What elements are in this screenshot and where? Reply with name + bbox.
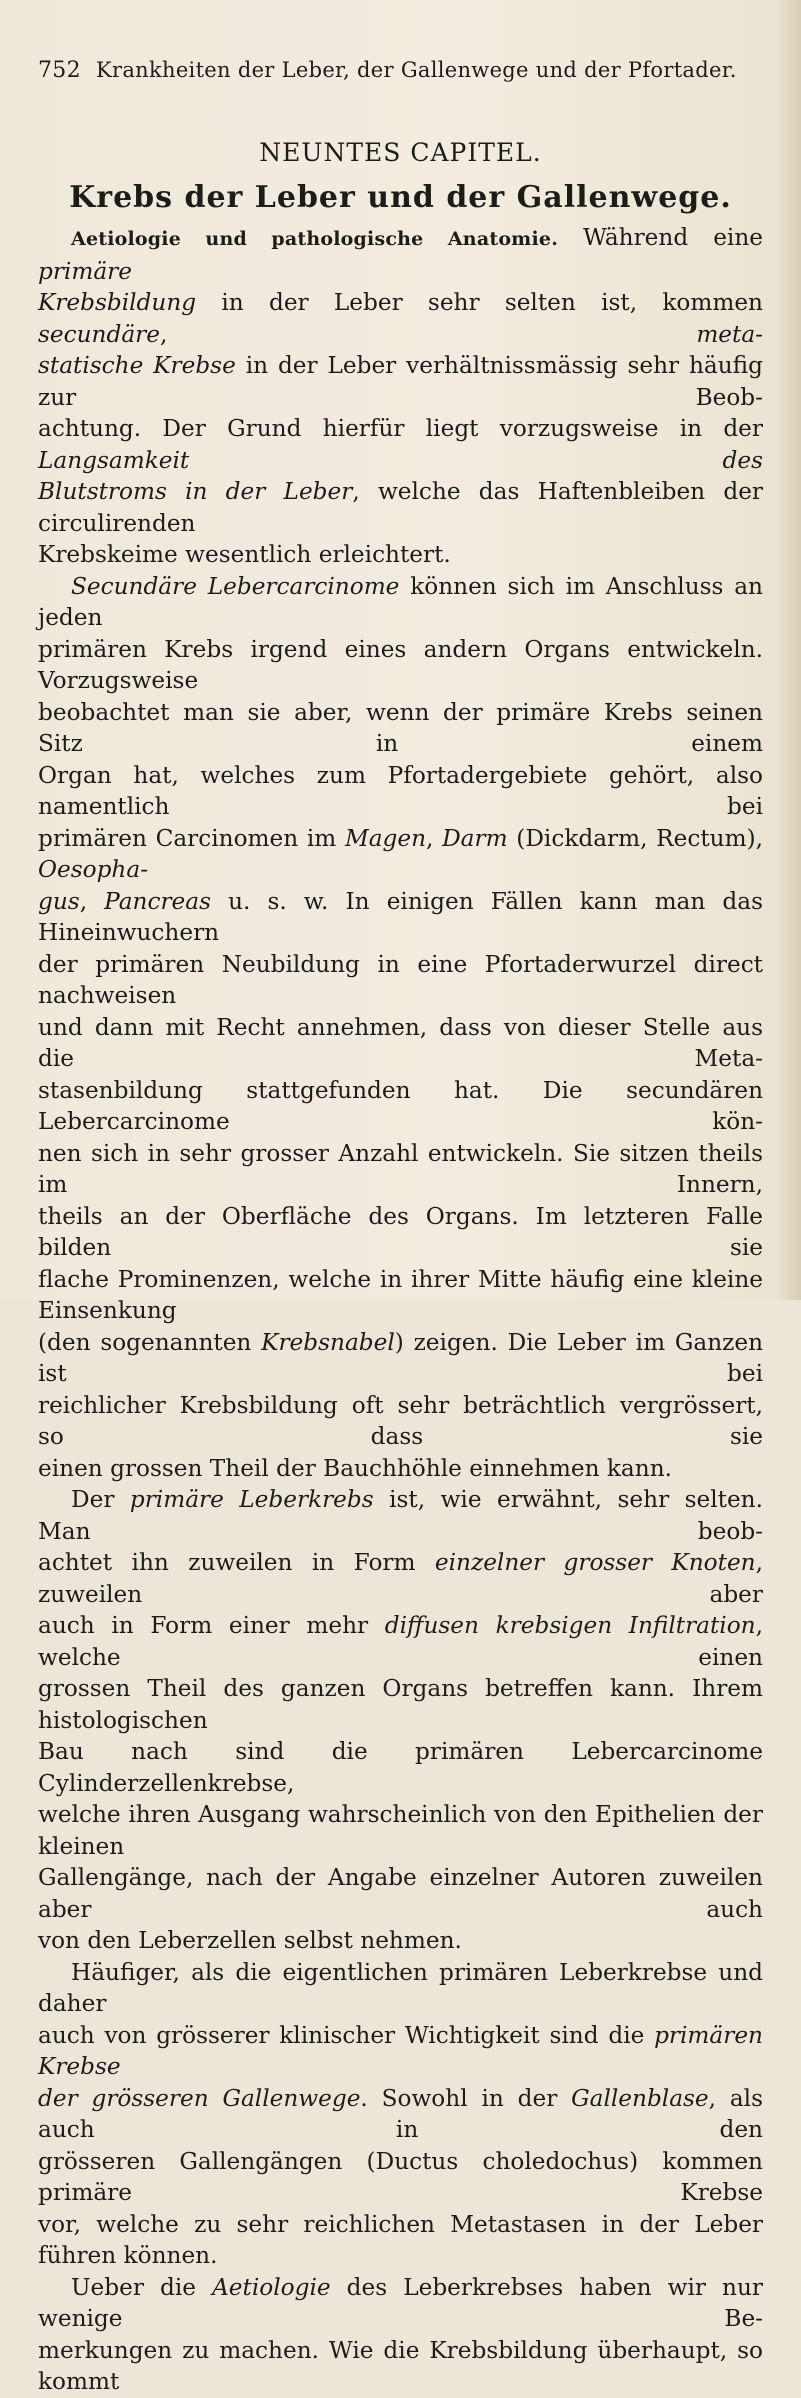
text-line: der primären Neubildung in eine Pfortaderwurzel direct nachweisen [38, 950, 763, 1009]
text-line: beobachtet man sie aber, wenn der primäre Krebs seinen Sitz in einem [38, 698, 763, 757]
text-line: Gallengänge, nach der Angabe einzelner Autoren zuweilen aber auch [38, 1864, 763, 1923]
text-line: welche ihren Ausgang wahrscheinlich von den Epithelien der kleinen [38, 1801, 763, 1860]
text-line: Häufiger, als die eigentlichen primären Leberkrebse und daher [38, 1958, 763, 2017]
text-line: achtet ihn zuweilen in Form einzelner grosser Knoten, zuweilen aber [38, 1549, 763, 1608]
chapter-heading: NEUNTES CAPITEL. [259, 138, 542, 167]
text-line: einen grossen Theil der Bauchhöhle einnehmen kann. [38, 1454, 672, 1482]
text-line: primären Carcinomen im Magen, Darm (Dickdarm, Rectum), Oesopha- [38, 824, 763, 883]
text-line: Aetiologie und pathologische Anatomie. Während eine primäre [38, 224, 763, 285]
text-line: achtung. Der Grund hierfür liegt vorzugsweise in der Langsamkeit des [38, 415, 763, 474]
text-line: primären Krebs irgend eines andern Organs entwickeln. Vorzugsweise [38, 635, 763, 694]
text-line: grösseren Gallengängen (Ductus choledochus) kommen primäre Krebse [38, 2147, 763, 2206]
text-line: statische Krebse in der Leber verhältnissmässig sehr häufig zur Beob- [38, 352, 763, 411]
text-line: reichlicher Krebsbildung oft sehr beträchtlich vergrössert, so dass sie [38, 1391, 763, 1450]
text-line: auch in Form einer mehr diffusen krebsigen Infiltration, welche einen [38, 1612, 763, 1671]
text-line: Blutstroms in der Leber, welche das Haftenbleiben der circulirenden [38, 478, 763, 537]
text-line: Krebskeime wesentlich erleichtert. [38, 541, 451, 568]
text-line: merkungen zu machen. Wie die Krebsbildung überhaupt, so kommt [38, 2336, 763, 2395]
text-line: Secundäre Lebercarcinome können sich im Anschluss an jeden [38, 572, 763, 631]
text-line: flache Prominenzen, welche in ihrer Mitte häufig eine kleine Einsenkung [38, 1265, 763, 1324]
text-line: vor, welche zu sehr reichlichen Metastasen in der Leber führen können. [38, 2210, 763, 2269]
text-line: Bau nach sind die primären Lebercarcinome Cylinderzellenkrebse, [38, 1738, 763, 1797]
running-head [38, 58, 758, 83]
page-number: 752 [38, 58, 81, 83]
text-line: nen sich in sehr grosser Anzahl entwickeln. Sie sitzen theils im Innern, [38, 1139, 763, 1198]
text-line: und dann mit Recht annehmen, dass von dieser Stelle aus die Meta- [38, 1013, 763, 1072]
text-line: von den Leberzellen selbst nehmen. [38, 1927, 462, 1954]
text-line: theils an der Oberfläche des Organs. Im letzteren Falle bilden sie [38, 1202, 763, 1261]
text-line: auch von grösserer klinischer Wichtigkeit sind die primären Krebse [38, 2021, 763, 2080]
text-line: Der primäre Leberkrebs ist, wie erwähnt, sehr selten. Man beob- [38, 1486, 763, 1545]
running-head-title: Krankheiten der Leber, der Gallenwege und der Pfortader. [96, 58, 737, 82]
text-line: der grösseren Gallenwege. Sowohl in der Gallenblase, als auch in den [38, 2084, 763, 2143]
text-line: gus, Pancreas u. s. w. In einigen Fällen kann man das Hineinwuchern [38, 887, 763, 946]
text-line: (den sogenannten Krebsnabel) zeigen. Die Leber im Ganzen ist bei [38, 1328, 763, 1387]
text-line: Ueber die Aetiologie des Leberkrebses haben wir nur wenige Be- [38, 2273, 763, 2332]
body-text [38, 222, 763, 2398]
text-line: Organ hat, welches zum Pfortadergebiete gehört, also namentlich bei [38, 761, 763, 820]
text-line: Krebsbildung in der Leber sehr selten ist, kommen secundäre, meta- [38, 289, 763, 348]
section-title: Krebs der Leber und der Gallenwege. [69, 180, 732, 215]
text-line: grossen Theil des ganzen Organs betreffen kann. Ihrem histologischen [38, 1675, 763, 1734]
text-line: stasenbildung stattgefunden hat. Die secundären Lebercarcinome kön- [38, 1076, 763, 1135]
